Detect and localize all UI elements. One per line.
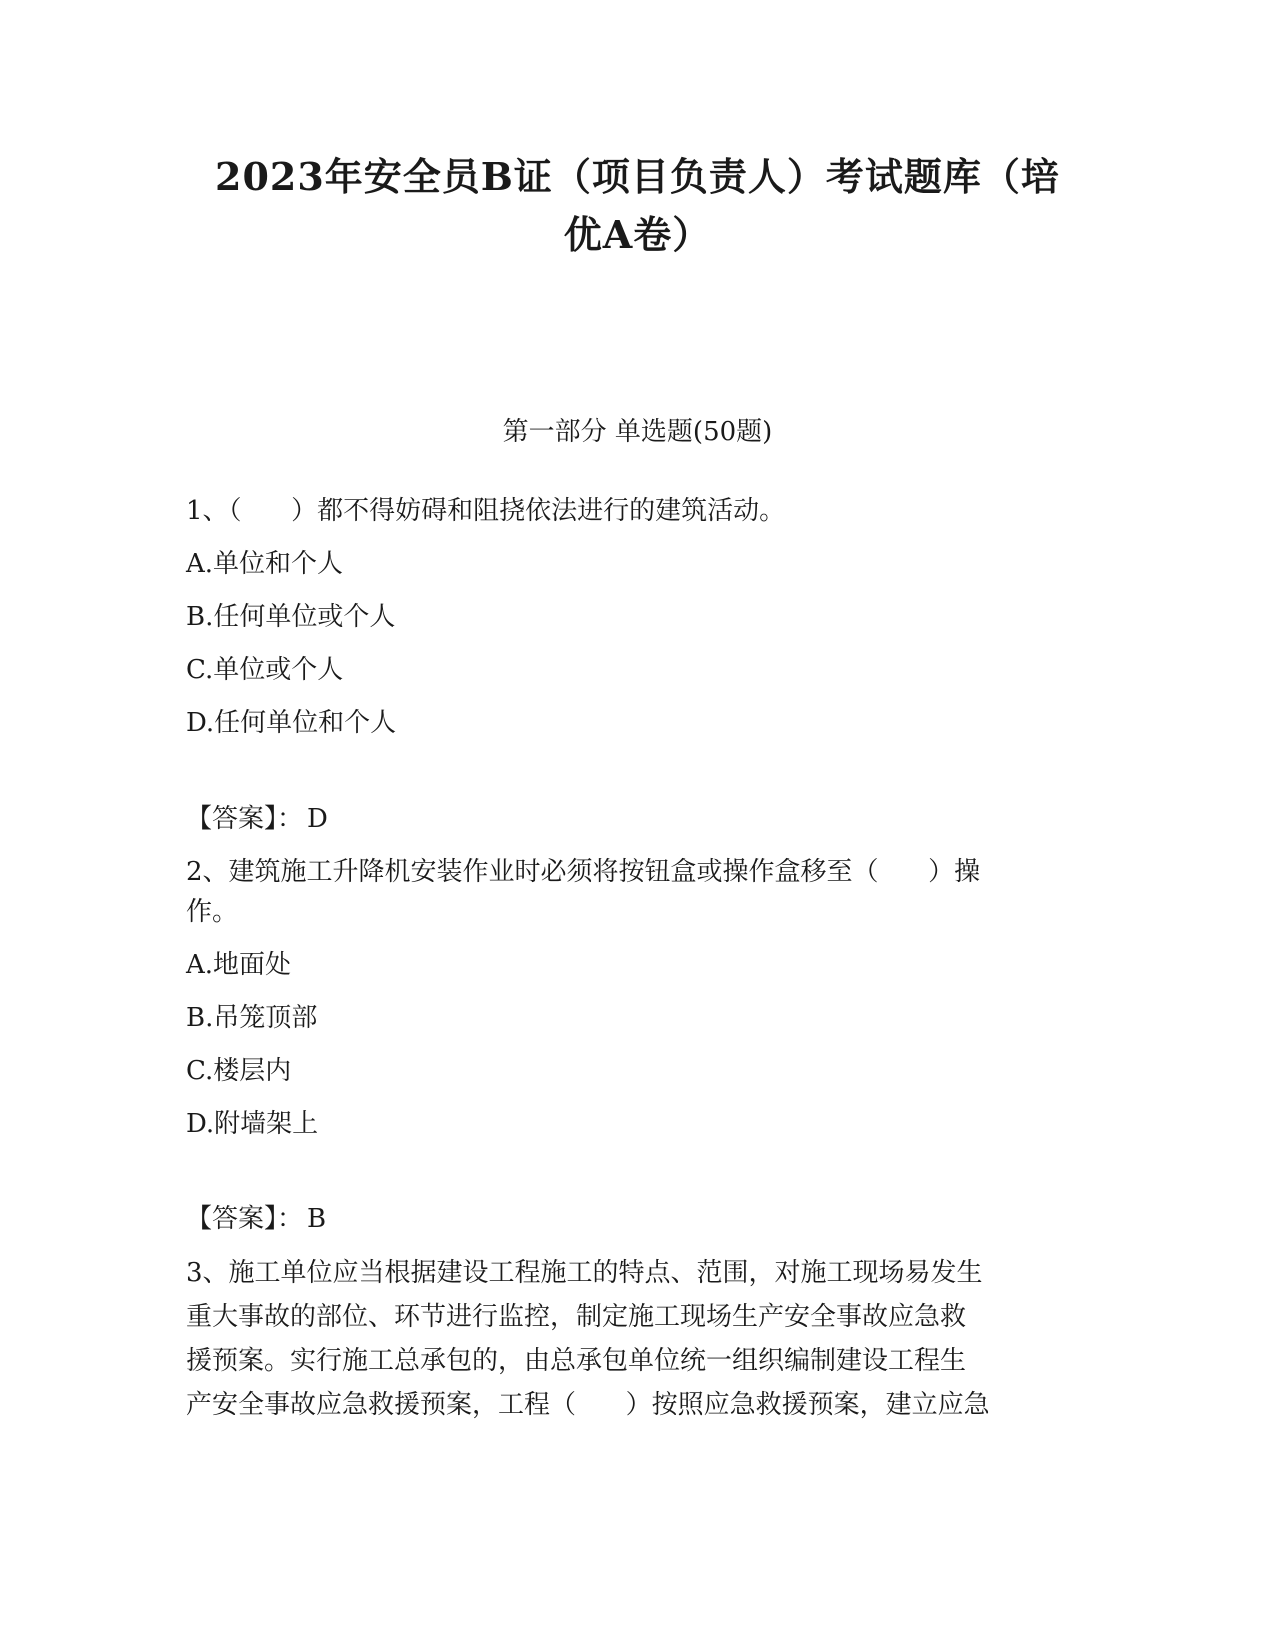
- title-line-2: 优A卷）: [563, 212, 712, 257]
- question-2-text-line-1: 2、建筑施工升降机安装作业时必须将按钮盒或操作盒移至（ ）操: [186, 857, 981, 887]
- question-2-option-b: B.吊笼顶部: [186, 1003, 318, 1033]
- question-1-text: 1、（ ）都不得妨碍和阻挠依法进行的建筑活动。: [186, 496, 786, 526]
- question-2-option-c: C.楼层内: [186, 1056, 292, 1086]
- question-1-option-d: D.任何单位和个人: [186, 708, 397, 738]
- question-2-text-line-2: 作。: [186, 897, 239, 927]
- question-1-option-b: B.任何单位或个人: [186, 602, 396, 632]
- question-3-text-line-3: 援预案。实行施工总承包的，由总承包单位统一组织编制建设工程生: [186, 1346, 967, 1376]
- question-2-answer: [186, 1199, 326, 1239]
- question-3-text-line-4: 产安全事故应急救援预案，工程（ ）按照应急救援预案，建立应急: [186, 1390, 990, 1420]
- question-3-text-line-1: 3、施工单位应当根据建设工程施工的特点、范围，对施工现场易发生: [186, 1258, 983, 1288]
- title-line-1: 2023年安全员B证（项目负责人）考试题库（培: [215, 154, 1060, 199]
- answer-value: D: [307, 804, 328, 834]
- question-2-option-a: A.地面处: [186, 950, 292, 980]
- question-1-option-a: A.单位和个人: [186, 549, 344, 579]
- answer-label: 【答案】：: [186, 804, 304, 834]
- question-3-text-line-2: 重大事故的部位、环节进行监控，制定施工现场生产安全事故应急救: [186, 1302, 967, 1332]
- document-title: [170, 148, 1105, 264]
- answer-label: 【答案】：: [186, 1204, 304, 1234]
- question-1-option-c: C.单位或个人: [186, 655, 344, 685]
- answer-value: B: [307, 1204, 327, 1234]
- question-2-option-d: D.附墙架上: [186, 1109, 319, 1139]
- section-heading: 第一部分 单选题(50题): [502, 417, 773, 447]
- question-1-answer: [186, 799, 328, 839]
